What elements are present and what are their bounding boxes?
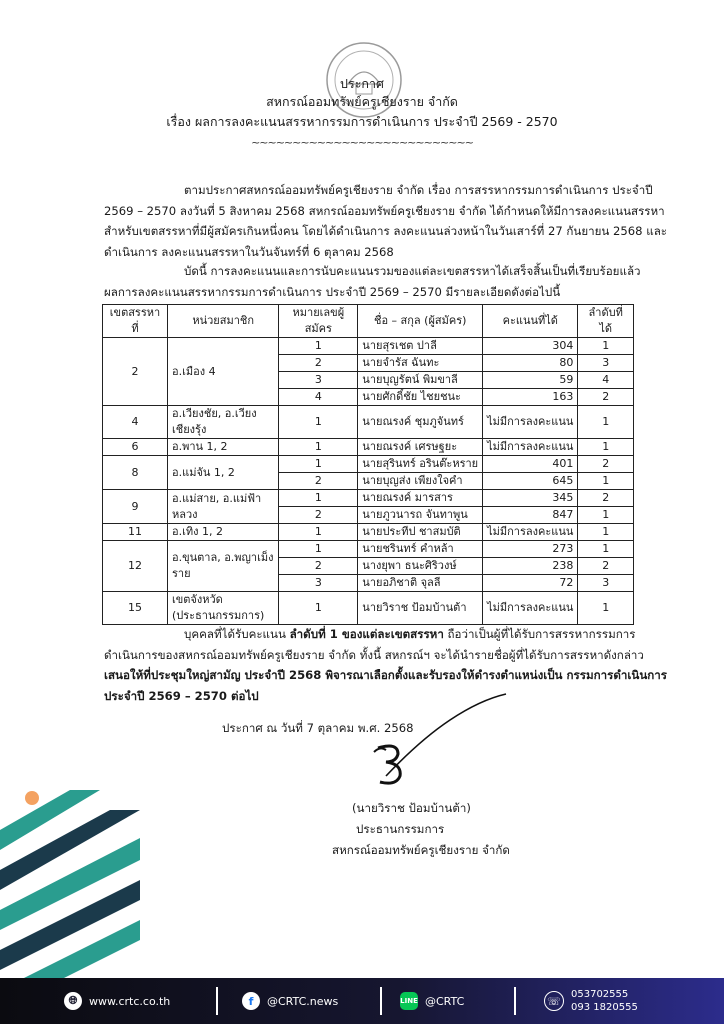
- paragraph-results-intro: [104, 261, 641, 302]
- zone-cell: 6: [103, 439, 168, 456]
- globe-icon: 🌐︎: [64, 992, 82, 1010]
- announcement-date: ประกาศ ณ วันที่ 7 ตุลาคม พ.ศ. 2568: [222, 721, 414, 735]
- table-header-row: [103, 305, 634, 338]
- candidate-name-cell: นางยุพา ธนะศิริวงษ์: [358, 558, 483, 575]
- paragraph-line: ประจำปี 2569 – 2570 ต่อไป: [104, 688, 259, 703]
- footer-line[interactable]: [400, 978, 464, 1024]
- score-cell: 163: [483, 389, 578, 406]
- candidate-name-cell: นายสุรินทร์ อรินต๊ะหราย: [358, 456, 483, 473]
- signer-organization: สหกรณ์ออมทรัพย์ครูเชียงราย จำกัด: [332, 843, 510, 857]
- column-header-unit: หน่วยสมาชิก: [168, 305, 279, 338]
- candidate-no-cell: 3: [279, 575, 358, 592]
- candidate-no-cell: 2: [279, 473, 358, 490]
- table-row: [103, 406, 634, 439]
- table-row: [103, 338, 634, 355]
- phone-number[interactable]: 093 1820555: [571, 1002, 638, 1013]
- rank-cell: 2: [578, 456, 634, 473]
- candidate-no-cell: 1: [279, 406, 358, 439]
- unit-cell: อ.พาน 1, 2: [168, 439, 279, 456]
- candidate-name-cell: นายอภิชาติ จุลลี: [358, 575, 483, 592]
- candidate-no-cell: 2: [279, 558, 358, 575]
- text-fragment: บุคคลที่ได้รับคะแนน: [184, 627, 290, 641]
- candidate-name-cell: นายชรินทร์ คำหล้า: [358, 541, 483, 558]
- paragraph-line: [104, 624, 634, 645]
- score-cell: 72: [483, 575, 578, 592]
- candidate-no-cell: 1: [279, 439, 358, 456]
- rank-cell: 1: [578, 541, 634, 558]
- paragraph-line: ตามประกาศสหกรณ์ออมทรัพย์ครูเชียงราย จำกัด เรื่อง การสรรหากรรมการดำเนินการ ประจำปี: [184, 183, 653, 197]
- candidate-name-cell: นายณรงค์ มารสาร: [358, 490, 483, 507]
- zone-cell: 9: [103, 490, 168, 524]
- announcement-label: ประกาศ: [340, 76, 384, 91]
- zone-cell: 12: [103, 541, 168, 592]
- rank-cell: 1: [578, 524, 634, 541]
- phone-numbers: [571, 988, 638, 1014]
- phone-icon: ☏: [544, 991, 564, 1011]
- candidate-no-cell: 2: [279, 355, 358, 372]
- organization-name: สหกรณ์ออมทรัพย์ครูเชียงราย จำกัด: [266, 94, 458, 109]
- unit-cell: อ.ขุนตาล, อ.พญาเม็งราย: [168, 541, 279, 592]
- score-cell: 80: [483, 355, 578, 372]
- candidate-name-cell: นายวิราช ป้อมบ้านต้า: [358, 592, 483, 625]
- rank-cell: 2: [578, 490, 634, 507]
- unit-cell: อ.เทิง 1, 2: [168, 524, 279, 541]
- zone-cell: 15: [103, 592, 168, 625]
- signature-mark-icon: [368, 738, 416, 788]
- score-cell: 847: [483, 507, 578, 524]
- paragraph-line: ดำเนินการของสหกรณ์ออมทรัพย์ครูเชียงราย จำกัด ทั้งนี้ สหกรณ์ฯ จะได้นำรายชื่อผู้ที่ได้รับการสรรหาดังกล่าว: [104, 647, 644, 662]
- footer-facebook[interactable]: [242, 978, 338, 1024]
- score-cell: 59: [483, 372, 578, 389]
- column-header-score: คะแนนที่ได้: [483, 305, 578, 338]
- candidate-no-cell: 1: [279, 456, 358, 473]
- header-divider: ~~~~~~~~~~~~~~~~~~~~~~~~~~~: [251, 136, 473, 149]
- paragraph-line: 2569 – 2570 ลงวันที่ 5 สิงหาคม 2568 สหกรณ์ออมทรัพย์ครูเชียงราย จำกัด ได้กำหนดให้มีการลงคะแนนสรรหา: [104, 203, 665, 218]
- table-row: [103, 524, 634, 541]
- paragraph-line: สำหรับเขตสรรหาที่มีผู้สมัครเกินหนึ่งคน โดยได้ดำเนินการ ลงคะแนนล่วงหน้าในวันเสาร์ที่ 27 กันยายน 2568 และ: [104, 224, 668, 238]
- paragraph-intro: [104, 180, 668, 262]
- rank-cell: 3: [578, 355, 634, 372]
- unit-cell: อ.เมือง 4: [168, 338, 279, 406]
- unit-line: เขตจังหวัด: [172, 593, 223, 606]
- facebook-icon: f: [242, 992, 260, 1010]
- column-header-zone: เขตสรรหาที่: [103, 305, 168, 338]
- rank-cell: 2: [578, 389, 634, 406]
- unit-line: (ประธานกรรมการ): [172, 609, 265, 622]
- zone-cell: 11: [103, 524, 168, 541]
- candidate-no-cell: 4: [279, 389, 358, 406]
- paragraph-conclusion: [104, 624, 667, 706]
- facebook-link[interactable]: @CRTC.news: [267, 994, 339, 1008]
- zone-cell: 2: [103, 338, 168, 406]
- paragraph-line: บัดนี้ การลงคะแนนและการนับคะแนนรวมของแต่ละเขตสรรหาได้เสร็จสิ้นเป็นที่เรียบร้อยแล้ว: [184, 264, 641, 278]
- table-row: [103, 541, 634, 558]
- score-cell: 304: [483, 338, 578, 355]
- unit-cell: อ.แม่จัน 1, 2: [168, 456, 279, 490]
- footer-bar: [0, 978, 724, 1024]
- candidate-no-cell: 2: [279, 507, 358, 524]
- phone-number[interactable]: 053702555: [571, 989, 629, 1000]
- candidate-name-cell: นายศักดิ์ชัย ไชยชนะ: [358, 389, 483, 406]
- table-row: [103, 456, 634, 473]
- table-row: [103, 490, 634, 507]
- score-cell: ไม่มีการลงคะแนน: [483, 406, 578, 439]
- rank-cell: 1: [578, 473, 634, 490]
- line-icon: LINE: [400, 992, 418, 1010]
- candidate-no-cell: 1: [279, 592, 358, 625]
- score-cell: 345: [483, 490, 578, 507]
- score-cell: 645: [483, 473, 578, 490]
- unit-cell: อ.เวียงชัย, อ.เวียงเชียงรุ้ง: [168, 406, 279, 439]
- candidate-name-cell: นายณรงค์ เศรษฐยะ: [358, 439, 483, 456]
- column-header-candidate-no: หมายเลขผู้สมัคร: [279, 305, 358, 338]
- text-fragment: ถือว่าเป็นผู้ที่ได้รับการสรรหากรรมการ: [443, 627, 636, 641]
- announcement-subject: เรื่อง ผลการลงคะแนนสรรหากรรมการดำเนินการ ประจำปี 2569 - 2570: [166, 114, 558, 129]
- rank-cell: 4: [578, 372, 634, 389]
- signer-position: ประธานกรรมการ: [356, 822, 445, 836]
- zone-cell: 8: [103, 456, 168, 490]
- rank-cell: 1: [578, 507, 634, 524]
- rank-cell: 1: [578, 592, 634, 625]
- paragraph-line: ผลการลงคะแนนสรรหากรรมการดำเนินการ ประจำปี 2569 – 2570 มีรายละเอียดดังต่อไปนี้: [104, 284, 561, 299]
- score-cell: 238: [483, 558, 578, 575]
- paragraph-line: เสนอให้ที่ประชุมใหญ่สามัญ ประจำปี 2568 พิจารณาเลือกตั้งและรับรองให้ดำรงตำแหน่งเป็น กรรมการดำเนินการ: [104, 668, 667, 682]
- column-header-name: ชื่อ – สกุล (ผู้สมัคร): [358, 305, 483, 338]
- candidate-no-cell: 1: [279, 338, 358, 355]
- zone-cell: 4: [103, 406, 168, 439]
- text-fragment-bold: ลำดับที่ 1: [289, 627, 338, 641]
- website-link[interactable]: www.crtc.co.th: [89, 994, 171, 1008]
- footer-website[interactable]: [64, 978, 170, 1024]
- candidate-name-cell: นายบุญรัตน์ พิมขาลี: [358, 372, 483, 389]
- score-cell: ไม่มีการลงคะแนน: [483, 439, 578, 456]
- rank-cell: 2: [578, 558, 634, 575]
- line-link[interactable]: @CRTC: [425, 994, 465, 1008]
- text-fragment-bold: ของแต่ละเขตสรรหา: [337, 627, 444, 641]
- column-header-rank: ลำดับที่ได้: [578, 305, 634, 338]
- candidate-name-cell: นายสุรเชต ปาลี: [358, 338, 483, 355]
- score-cell: ไม่มีการลงคะแนน: [483, 592, 578, 625]
- candidate-name-cell: นายประทีป ชาสมบัติ: [358, 524, 483, 541]
- signer-name: (นายวิราช ป้อมบ้านต้า): [352, 801, 471, 815]
- candidate-name-cell: นายภูวนารถ จันทาพูน: [358, 507, 483, 524]
- unit-cell: อ.แม่สาย, อ.แม่ฟ้าหลวง: [168, 490, 279, 524]
- table-row: [103, 439, 634, 456]
- footer-separator: [514, 987, 516, 1015]
- candidate-no-cell: 1: [279, 524, 358, 541]
- candidate-name-cell: นายณรงค์ ชุมภูจันทร์: [358, 406, 483, 439]
- unit-cell: [168, 592, 279, 625]
- rank-cell: 1: [578, 338, 634, 355]
- rank-cell: 3: [578, 575, 634, 592]
- score-cell: 273: [483, 541, 578, 558]
- candidate-no-cell: 3: [279, 372, 358, 389]
- table-row: [103, 592, 634, 625]
- decorative-stripes: [0, 790, 140, 980]
- rank-cell: 1: [578, 439, 634, 456]
- candidate-name-cell: นายบุญส่ง เพียงใจคำ: [358, 473, 483, 490]
- paragraph-line: ดำเนินการ ลงคะแนนสรรหาในวันจันทร์ที่ 6 ตุลาคม 2568: [104, 244, 394, 259]
- candidate-no-cell: 1: [279, 541, 358, 558]
- score-cell: ไม่มีการลงคะแนน: [483, 524, 578, 541]
- candidate-name-cell: นายจำรัส ฉันทะ: [358, 355, 483, 372]
- results-table: [102, 304, 634, 625]
- score-cell: 401: [483, 456, 578, 473]
- candidate-no-cell: 1: [279, 490, 358, 507]
- rank-cell: 1: [578, 406, 634, 439]
- footer-separator: [216, 987, 218, 1015]
- footer-phone[interactable]: [544, 978, 638, 1024]
- footer-separator: [380, 987, 382, 1015]
